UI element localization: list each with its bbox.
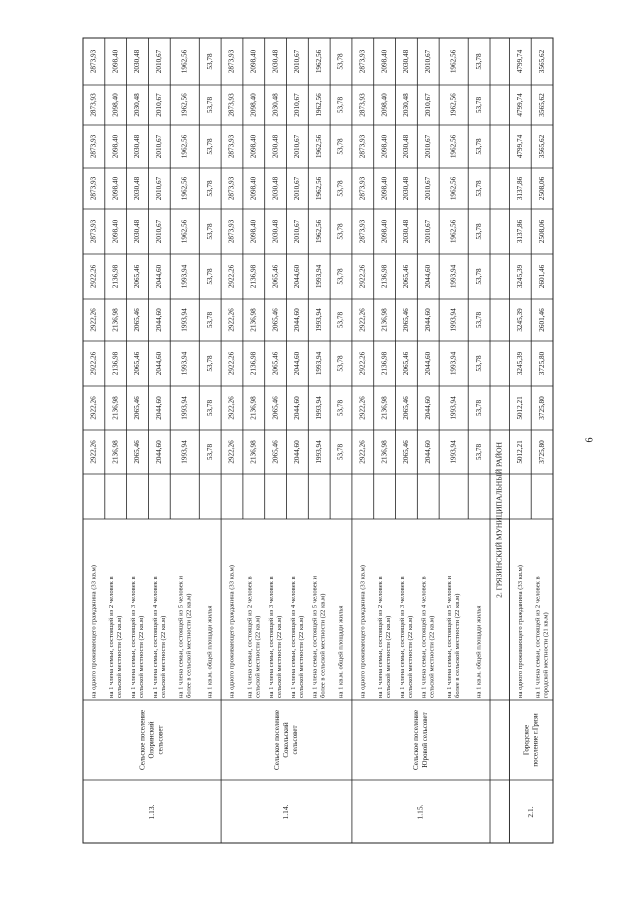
value-cell: 2873,93 — [358, 134, 367, 159]
value-cell: 2030,48 — [271, 93, 280, 117]
value-cell: 3725,80 — [537, 351, 546, 376]
value-cell: 2030,48 — [271, 219, 280, 244]
value-cell: 2010,67 — [423, 219, 432, 244]
value-cell: 2098,40 — [111, 219, 120, 244]
value-cell: 2010,67 — [293, 176, 302, 201]
value-cell: 2065,46 — [133, 440, 142, 464]
value-cell: 2044,60 — [423, 308, 432, 332]
value-cell: 2922,26 — [89, 351, 98, 376]
value-cell: 2044,60 — [293, 308, 302, 332]
value-cell: 2136,98 — [249, 351, 258, 376]
value-cell: 2030,48 — [271, 134, 280, 159]
value-cell: 2065,46 — [133, 396, 142, 420]
value-cell: 2065,46 — [133, 351, 142, 376]
value-cell: 1993,94 — [449, 264, 458, 289]
value-cell: 53,78 — [336, 180, 345, 197]
value-cell: 53,78 — [205, 443, 214, 461]
section-title: 2. ГРЯЗИНСКИЙ МУНИЦИПАЛЬНЫЙ РАЙОН — [494, 442, 504, 598]
value-cell: 3245,39 — [515, 264, 524, 289]
group-name: Сокольский — [282, 722, 291, 758]
value-cell: 2136,98 — [111, 308, 120, 332]
value-cell: 2136,98 — [111, 264, 120, 289]
group-number: 2.1. — [525, 806, 535, 818]
value-cell: 53,78 — [474, 53, 483, 70]
value-cell: 2136,98 — [380, 308, 389, 332]
value-cell: 53,78 — [205, 223, 214, 240]
value-cell: 4799,74 — [515, 49, 524, 74]
value-cell: 2508,06 — [537, 176, 546, 201]
group-name: сельсовет — [156, 725, 165, 755]
value-cell: 2873,93 — [227, 134, 236, 159]
value-cell: 2098,40 — [249, 93, 258, 117]
value-cell: 53,78 — [474, 180, 483, 197]
value-cell: 2922,26 — [358, 308, 367, 332]
row-description: сельской местности (22 кв.м) — [254, 615, 262, 698]
value-cell: 53,78 — [336, 355, 345, 372]
value-cell: 2010,67 — [293, 93, 302, 117]
row-description: на 1 кв.м. общей площади жилья — [206, 605, 214, 698]
group-number: 1.15. — [415, 804, 425, 820]
value-cell: 1962,56 — [180, 93, 189, 117]
value-cell: 2873,93 — [89, 176, 98, 201]
value-cell: 3565,62 — [537, 134, 546, 159]
value-cell: 53,78 — [474, 138, 483, 155]
value-cell: 2065,46 — [133, 264, 142, 289]
row-description: на 1 члена семьи, состоящей из 5 человек и — [177, 575, 185, 698]
value-cell: 2010,67 — [154, 134, 163, 159]
value-cell: 2873,93 — [227, 49, 236, 74]
row-description: на одного проживающего гражданина (33 кв.м) — [90, 565, 98, 698]
value-cell: 53,78 — [205, 96, 214, 114]
row-description: сельской местности (22 кв.м) — [406, 615, 414, 698]
value-cell: 2098,40 — [249, 176, 258, 201]
value-cell: 2010,67 — [423, 176, 432, 201]
value-cell: 1962,56 — [449, 134, 458, 159]
value-cell: 4799,74 — [515, 93, 524, 117]
value-cell: 53,78 — [474, 268, 483, 285]
value-cell: 1962,56 — [314, 176, 323, 201]
value-cell: 2065,46 — [402, 396, 411, 420]
value-cell: 2098,40 — [111, 93, 120, 117]
value-cell: 2922,26 — [358, 440, 367, 464]
value-cell: 53,78 — [336, 399, 345, 417]
value-cell: 2873,93 — [358, 176, 367, 201]
value-cell: 1962,56 — [449, 176, 458, 201]
value-cell: 2136,98 — [380, 351, 389, 376]
value-cell: 53,78 — [474, 443, 483, 461]
value-cell: 3137,86 — [515, 176, 524, 201]
value-cell: 2065,46 — [271, 440, 280, 464]
value-cell: 1962,56 — [314, 49, 323, 74]
value-cell: 53,78 — [336, 311, 345, 329]
value-cell: 53,78 — [336, 443, 345, 461]
value-cell: 53,78 — [205, 180, 214, 197]
value-cell: 2873,93 — [89, 49, 98, 74]
row-description: сельской местности (22 кв.м) — [428, 615, 436, 698]
value-cell: 2136,98 — [111, 396, 120, 420]
row-description: сельской местности (22 кв.м) — [138, 615, 146, 698]
value-cell: 2010,67 — [423, 49, 432, 74]
value-cell: 53,78 — [336, 53, 345, 70]
value-cell: 53,78 — [205, 399, 214, 417]
value-cell: 3725,80 — [537, 396, 546, 420]
group-name: Юровой сельсовет — [421, 712, 430, 768]
group-name: Сельское поселение — [412, 709, 421, 771]
row-description: более в сельской местности (22 кв.м) — [454, 593, 462, 698]
row-description: сельской местности (22 кв.м) — [385, 615, 393, 698]
value-cell: 2065,46 — [271, 308, 280, 332]
value-cell: 2098,40 — [380, 176, 389, 201]
value-cell: 2098,40 — [380, 93, 389, 117]
value-cell: 2044,60 — [154, 308, 163, 332]
value-cell: 2030,48 — [402, 176, 411, 201]
value-cell: 2030,48 — [133, 176, 142, 201]
value-cell: 1962,56 — [449, 219, 458, 244]
value-cell: 2065,46 — [402, 351, 411, 376]
row-description: на 1 члена семьи, состоящей из 2 человек в — [108, 576, 116, 698]
row-description: сельской местности (22 кв.м) — [297, 615, 305, 698]
value-cell: 2098,40 — [380, 49, 389, 74]
value-cell: 2044,60 — [154, 264, 163, 289]
row-description: на 1 члена семьи, состоящей из 3 человек в — [130, 576, 138, 698]
value-cell: 2136,98 — [249, 308, 258, 332]
row-description: на 1 члена семьи, состоящей из 3 человек в — [398, 576, 406, 698]
group-name: Сельское поселение — [138, 709, 147, 771]
row-description: городской местности (21 кв.м) — [542, 612, 550, 698]
value-cell: 1962,56 — [180, 134, 189, 159]
row-description: сельской местности (22 кв.м) — [116, 615, 124, 698]
value-cell: 53,78 — [205, 355, 214, 372]
value-cell: 2044,60 — [423, 440, 432, 464]
value-cell: 2098,40 — [249, 219, 258, 244]
value-cell: 2098,40 — [111, 49, 120, 74]
value-cell: 53,78 — [336, 223, 345, 240]
row-description: сельской местности (22 кв.м) — [276, 615, 284, 698]
value-cell: 2508,06 — [537, 219, 546, 244]
value-cell: 1993,94 — [314, 440, 323, 464]
group-name: Сельское поселение — [273, 709, 282, 771]
value-cell: 5012,21 — [515, 440, 524, 464]
value-cell: 1962,56 — [314, 93, 323, 117]
value-cell: 1993,94 — [180, 308, 189, 332]
value-cell: 2873,93 — [89, 219, 98, 244]
value-cell: 2922,26 — [227, 308, 236, 332]
value-cell: 2098,40 — [111, 176, 120, 201]
value-cell: 53,78 — [336, 268, 345, 285]
value-cell: 53,78 — [205, 138, 214, 155]
value-cell: 1993,94 — [180, 351, 189, 376]
value-cell: 2010,67 — [293, 49, 302, 74]
value-cell: 2010,67 — [423, 93, 432, 117]
value-cell: 2044,60 — [154, 440, 163, 464]
row-description: на 1 члена семьи, состоящей из 2 человек в — [377, 576, 385, 698]
group-name: сельсовет — [291, 725, 300, 755]
value-cell: 2010,67 — [154, 49, 163, 74]
group-number: 1.14. — [281, 804, 291, 820]
value-cell: 2098,40 — [249, 134, 258, 159]
row-description: на одного проживающего гражданина (33 кв.м) — [359, 565, 367, 698]
value-cell: 2922,26 — [227, 351, 236, 376]
value-cell: 53,78 — [336, 96, 345, 114]
value-cell: 53,78 — [474, 355, 483, 372]
value-cell: 2044,60 — [293, 396, 302, 420]
row-description: на 1 члена семьи, состоящей из 3 человек в — [268, 576, 276, 698]
value-cell: 2065,46 — [402, 440, 411, 464]
value-cell: 2010,67 — [423, 134, 432, 159]
value-cell: 2922,26 — [89, 396, 98, 420]
value-cell: 2044,60 — [293, 351, 302, 376]
value-cell: 2030,48 — [402, 49, 411, 74]
value-cell: 3245,39 — [515, 308, 524, 332]
value-cell: 2922,26 — [358, 264, 367, 289]
value-cell: 2873,93 — [89, 134, 98, 159]
value-cell: 5012,21 — [515, 396, 524, 420]
value-cell: 2030,48 — [402, 219, 411, 244]
value-cell: 2873,93 — [358, 93, 367, 117]
value-cell: 2044,60 — [423, 264, 432, 289]
value-cell: 53,78 — [474, 399, 483, 417]
value-cell: 2873,93 — [227, 176, 236, 201]
value-cell: 1993,94 — [449, 396, 458, 420]
value-cell: 2065,46 — [271, 264, 280, 289]
value-cell: 1993,94 — [449, 440, 458, 464]
value-cell: 2098,40 — [380, 219, 389, 244]
group-name: Олоринский — [147, 721, 156, 759]
value-cell: 1993,94 — [314, 396, 323, 420]
row-description: на 1 члена семьи, состоящей из 5 человек и — [446, 575, 454, 698]
row-description: на 1 кв.м. общей площади жилья — [475, 605, 483, 698]
row-description: на одного проживающего гражданина (33 кв.м) — [228, 565, 236, 698]
value-cell: 2065,46 — [133, 308, 142, 332]
value-cell: 2030,48 — [402, 93, 411, 117]
value-cell: 3725,80 — [537, 440, 546, 464]
row-description: на 1 члена семьи, состоящей из 4 человек в — [289, 576, 297, 698]
row-description: на 1 члена семьи, состоящей из 4 человек в — [420, 576, 428, 698]
value-cell: 2044,60 — [423, 351, 432, 376]
row-description: более в сельской местности (22 кв.м) — [185, 593, 193, 698]
row-description: более в сельской местности (22 кв.м) — [319, 593, 327, 698]
value-cell: 2010,67 — [154, 93, 163, 117]
group-name: поселение г.Грязи — [531, 713, 540, 767]
value-cell: 53,78 — [205, 268, 214, 285]
value-cell: 3565,62 — [537, 93, 546, 117]
value-cell: 2922,26 — [89, 308, 98, 332]
value-cell: 1993,94 — [449, 351, 458, 376]
value-cell: 2922,26 — [89, 264, 98, 289]
value-cell: 2010,67 — [293, 219, 302, 244]
row-description: сельской местности (22 кв.м) — [159, 615, 167, 698]
value-cell: 53,78 — [474, 223, 483, 240]
value-cell: 2044,60 — [154, 396, 163, 420]
group-name: Городское — [522, 724, 531, 756]
value-cell: 2030,48 — [402, 134, 411, 159]
value-cell: 2873,93 — [227, 219, 236, 244]
value-cell: 2065,46 — [271, 396, 280, 420]
value-cell: 1993,94 — [180, 264, 189, 289]
value-cell: 53,78 — [474, 96, 483, 114]
value-cell: 2922,26 — [227, 396, 236, 420]
value-cell: 2030,48 — [133, 134, 142, 159]
row-description: на 1 члена семьи, состоящей из 2 человек в — [246, 576, 254, 698]
value-cell: 1962,56 — [314, 219, 323, 244]
value-cell: 2922,26 — [358, 396, 367, 420]
value-cell: 2030,48 — [271, 176, 280, 201]
value-cell: 53,78 — [205, 53, 214, 70]
value-cell: 1993,94 — [314, 308, 323, 332]
value-cell: 1993,94 — [180, 396, 189, 420]
value-cell: 1993,94 — [314, 351, 323, 376]
value-cell: 2873,93 — [358, 49, 367, 74]
value-cell: 2030,48 — [133, 49, 142, 74]
value-cell: 2922,26 — [227, 264, 236, 289]
value-cell: 2044,60 — [423, 396, 432, 420]
value-cell: 53,78 — [205, 311, 214, 329]
value-cell: 2136,98 — [380, 396, 389, 420]
value-cell: 3565,62 — [537, 49, 546, 74]
value-cell: 2136,98 — [111, 351, 120, 376]
row-description: на 1 члена семьи, состоящей из 4 человек в — [151, 576, 159, 698]
value-cell: 1993,94 — [449, 308, 458, 332]
value-cell: 1962,56 — [180, 176, 189, 201]
value-cell: 2044,60 — [293, 264, 302, 289]
value-cell: 1962,56 — [314, 134, 323, 159]
value-cell: 2601,46 — [537, 264, 546, 289]
value-cell: 2030,48 — [133, 93, 142, 117]
value-cell: 2098,40 — [249, 49, 258, 74]
value-cell: 2010,67 — [154, 176, 163, 201]
value-cell: 4799,74 — [515, 134, 524, 159]
value-cell: 2136,98 — [380, 440, 389, 464]
value-cell: 3137,86 — [515, 219, 524, 244]
value-cell: 2873,93 — [358, 219, 367, 244]
row-description: на 1 члена семьи, состоящей из 2 человек в — [534, 576, 542, 698]
value-cell: 2873,93 — [89, 93, 98, 117]
group-number: 1.13. — [146, 804, 156, 820]
value-cell: 53,78 — [474, 311, 483, 329]
value-cell: 1993,94 — [180, 440, 189, 464]
value-cell: 1962,56 — [180, 219, 189, 244]
value-cell: 2098,40 — [380, 134, 389, 159]
value-cell: 2136,98 — [249, 440, 258, 464]
value-cell: 1962,56 — [449, 93, 458, 117]
value-cell: 2136,98 — [111, 440, 120, 464]
value-cell: 2136,98 — [249, 264, 258, 289]
row-description: на 1 члена семьи, состоящей из 5 человек и — [311, 575, 319, 698]
value-cell: 2136,98 — [249, 396, 258, 420]
value-cell: 2010,67 — [154, 219, 163, 244]
value-cell: 2044,60 — [293, 440, 302, 464]
value-cell: 2922,26 — [227, 440, 236, 464]
value-cell: 2098,40 — [111, 134, 120, 159]
value-cell: 2922,26 — [358, 351, 367, 376]
value-cell: 2065,46 — [402, 264, 411, 289]
value-cell: 1962,56 — [180, 49, 189, 74]
value-cell: 2065,46 — [271, 351, 280, 376]
value-cell: 2044,60 — [154, 351, 163, 376]
value-cell: 1993,94 — [314, 264, 323, 289]
row-description: на 1 кв.м. общей площади жилья — [337, 605, 345, 698]
value-cell: 2030,48 — [133, 219, 142, 244]
value-cell: 3245,39 — [515, 351, 524, 376]
value-cell: 2136,98 — [380, 264, 389, 289]
value-cell: 2010,67 — [293, 134, 302, 159]
page-number: 6 — [584, 437, 596, 443]
value-cell: 2030,48 — [271, 49, 280, 74]
value-cell: 2922,26 — [89, 440, 98, 464]
value-cell: 53,78 — [336, 138, 345, 155]
value-cell: 1962,56 — [449, 49, 458, 74]
value-cell: 2065,46 — [402, 308, 411, 332]
row-description: на одного проживающего гражданина (33 кв.м) — [516, 565, 524, 698]
value-cell: 2601,46 — [537, 308, 546, 332]
value-cell: 2873,93 — [227, 93, 236, 117]
